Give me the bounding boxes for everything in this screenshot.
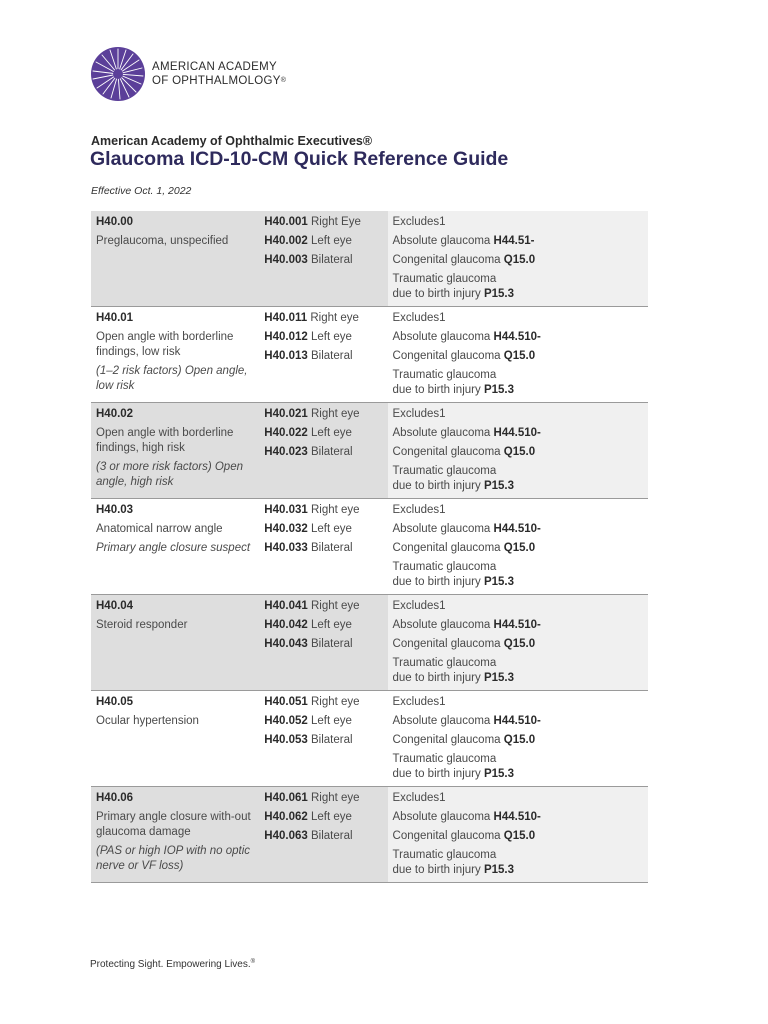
absolute-code: H44.510-: [493, 427, 541, 439]
traumatic-text-2: due to birth injury: [392, 672, 481, 684]
aao-logo: [90, 46, 286, 102]
laterality-code: H40.001: [264, 216, 308, 228]
congenital-text: Congenital glaucoma: [392, 446, 501, 458]
excludes-congenital: [393, 445, 643, 460]
laterality-item: [264, 503, 382, 518]
laterality-item: [264, 810, 382, 825]
laterality-label: Bilateral: [310, 446, 353, 458]
laterality-label: Left eye: [310, 811, 352, 823]
excludes-label: Excludes1: [392, 408, 446, 420]
table-row: [91, 307, 648, 403]
laterality-label: Right eye: [310, 792, 360, 804]
laterality-code: H40.042: [264, 619, 308, 631]
laterality-code: H40.002: [264, 235, 308, 247]
laterality-label: Right eye: [310, 600, 360, 612]
traumatic-code: P15.3: [483, 672, 514, 684]
laterality-label: Left eye: [310, 523, 352, 535]
code-cell: [91, 211, 259, 307]
excludes-cell: [388, 787, 648, 883]
laterality-label: Left eye: [310, 715, 352, 727]
absolute-text: Absolute glaucoma: [392, 331, 491, 343]
traumatic-code: P15.3: [483, 768, 514, 780]
table-row: [91, 595, 648, 691]
laterality-code: H40.053: [264, 734, 308, 746]
laterality-item: [264, 618, 382, 633]
code-cell: [91, 499, 259, 595]
laterality-label: Bilateral: [310, 350, 353, 362]
laterality-cell: [259, 403, 387, 499]
traumatic-code: P15.3: [483, 864, 514, 876]
excludes-cell: [388, 403, 648, 499]
absolute-text: Absolute glaucoma: [392, 523, 491, 535]
category-note: (PAS or high IOP with no optic nerve or VF loss): [96, 845, 251, 872]
congenital-text: Congenital glaucoma: [392, 638, 501, 650]
laterality-code: H40.021: [264, 408, 308, 420]
excludes-congenital: [393, 829, 643, 844]
laterality-label: Bilateral: [310, 542, 353, 554]
logo-registered-mark: ®: [280, 77, 287, 84]
laterality-label: Right eye: [310, 312, 359, 324]
traumatic-text-2: due to birth injury: [392, 768, 481, 780]
code-cell: [91, 691, 259, 787]
congenital-code: Q15.0: [503, 638, 536, 650]
excludes-traumatic: [393, 464, 643, 494]
category-note: (3 or more risk factors) Open angle, high risk: [96, 461, 243, 488]
table-row: [91, 787, 648, 883]
laterality-code: H40.022: [264, 427, 308, 439]
excludes-label: Excludes1: [392, 216, 446, 228]
laterality-label: Left eye: [310, 619, 352, 631]
code-cell: [91, 787, 259, 883]
traumatic-text: Traumatic glaucoma: [392, 369, 497, 381]
laterality-item: [264, 234, 382, 249]
table-row: [91, 403, 648, 499]
laterality-cell: [259, 499, 387, 595]
category-code: H40.02: [96, 408, 134, 420]
laterality-item: [264, 215, 382, 230]
laterality-label: Right eye: [310, 696, 360, 708]
excludes-label: Excludes1: [392, 696, 446, 708]
excludes-cell: [388, 595, 648, 691]
category-code: H40.01: [96, 312, 134, 324]
excludes-absolute: [393, 714, 643, 729]
laterality-item: [264, 791, 382, 806]
congenital-text: Congenital glaucoma: [392, 830, 501, 842]
category-code: H40.05: [96, 696, 134, 708]
excludes-congenital: [393, 733, 643, 748]
traumatic-text: Traumatic glaucoma: [392, 465, 497, 477]
category-code: H40.03: [96, 504, 134, 516]
excludes-label: Excludes1: [392, 792, 446, 804]
congenital-text: Congenital glaucoma: [392, 542, 501, 554]
traumatic-text: Traumatic glaucoma: [392, 273, 497, 285]
laterality-label: Bilateral: [310, 734, 353, 746]
congenital-code: Q15.0: [503, 830, 536, 842]
laterality-label: Right eye: [310, 504, 360, 516]
excludes-label: Excludes1: [392, 504, 446, 516]
laterality-code: H40.052: [264, 715, 308, 727]
laterality-code: H40.023: [264, 446, 308, 458]
laterality-label: Left eye: [310, 331, 352, 343]
traumatic-code: P15.3: [483, 384, 514, 396]
laterality-code: H40.032: [264, 523, 308, 535]
excludes-traumatic: [393, 560, 643, 590]
category-note: (1–2 risk factors) Open angle, low risk: [96, 365, 248, 392]
page-title: Glaucoma ICD-10-CM Quick Reference Guide: [90, 148, 509, 170]
laterality-item: [264, 349, 382, 364]
absolute-code: H44.510-: [493, 811, 541, 823]
traumatic-text: Traumatic glaucoma: [392, 849, 497, 861]
laterality-item: [264, 714, 382, 729]
excludes-traumatic: [393, 656, 643, 686]
laterality-item: [264, 733, 382, 748]
laterality-label: Right eye: [310, 408, 360, 420]
congenital-text: Congenital glaucoma: [392, 254, 501, 266]
logo-line-2: OF OPHTHALMOLOGY: [152, 75, 281, 87]
congenital-code: Q15.0: [503, 446, 536, 458]
laterality-label: Bilateral: [310, 638, 353, 650]
traumatic-text-2: due to birth injury: [392, 384, 481, 396]
code-table: [91, 211, 648, 883]
laterality-item: [264, 637, 382, 652]
traumatic-code: P15.3: [483, 480, 514, 492]
laterality-item: [264, 599, 382, 614]
excludes-traumatic: [393, 272, 643, 302]
starburst-logo-icon: [90, 46, 146, 102]
laterality-cell: [259, 307, 387, 403]
excludes-label: Excludes1: [392, 312, 446, 324]
laterality-label: Left eye: [310, 235, 352, 247]
laterality-label: Bilateral: [310, 254, 353, 266]
laterality-cell: [259, 595, 387, 691]
laterality-item: [264, 829, 382, 844]
laterality-code: H40.062: [264, 811, 308, 823]
absolute-text: Absolute glaucoma: [392, 427, 491, 439]
category-note: Primary angle closure suspect: [96, 542, 251, 554]
category-description: Preglaucoma, unspecified: [96, 235, 229, 247]
logo-text: [152, 60, 286, 88]
logo-line-1: AMERICAN ACADEMY: [152, 61, 277, 73]
laterality-cell: [259, 787, 387, 883]
congenital-code: Q15.0: [503, 734, 536, 746]
laterality-item: [264, 407, 382, 422]
laterality-item: [264, 426, 382, 441]
laterality-item: [264, 522, 382, 537]
laterality-code: H40.013: [264, 350, 308, 362]
table-row: [91, 691, 648, 787]
laterality-code: H40.011: [264, 312, 308, 324]
absolute-code: H44.510-: [493, 715, 541, 727]
laterality-cell: [259, 691, 387, 787]
category-code: H40.00: [96, 216, 134, 228]
excludes-congenital: [393, 349, 643, 364]
laterality-code: H40.063: [264, 830, 308, 842]
absolute-text: Absolute glaucoma: [392, 235, 491, 247]
excludes-label: Excludes1: [392, 600, 446, 612]
excludes-traumatic: [393, 368, 643, 398]
traumatic-text-2: due to birth injury: [392, 480, 481, 492]
absolute-code: H44.510-: [493, 331, 541, 343]
excludes-absolute: [393, 330, 643, 345]
excludes-cell: [388, 691, 648, 787]
table-row: [91, 211, 648, 307]
congenital-code: Q15.0: [503, 254, 536, 266]
category-description: Ocular hypertension: [96, 715, 199, 727]
code-cell: [91, 307, 259, 403]
laterality-label: Left eye: [310, 427, 352, 439]
category-description: Open angle with borderline findings, high risk: [96, 427, 234, 454]
category-description: Anatomical narrow angle: [96, 523, 223, 535]
laterality-item: [264, 695, 382, 710]
effective-date: Effective Oct. 1, 2022: [91, 185, 192, 197]
excludes-absolute: [393, 618, 643, 633]
laterality-label: Bilateral: [310, 830, 353, 842]
excludes-traumatic: [393, 752, 643, 782]
category-code: H40.04: [96, 600, 134, 612]
laterality-item: [264, 253, 382, 268]
category-description: Open angle with borderline findings, low risk: [96, 331, 234, 358]
laterality-item: [264, 330, 382, 345]
laterality-item: [264, 311, 382, 326]
laterality-code: H40.041: [264, 600, 308, 612]
excludes-cell: [388, 211, 648, 307]
traumatic-text-2: due to birth injury: [392, 864, 481, 876]
traumatic-text-2: due to birth injury: [392, 288, 481, 300]
organization-name: American Academy of Ophthalmic Executives®: [91, 134, 373, 148]
laterality-cell: [259, 211, 387, 307]
traumatic-text: Traumatic glaucoma: [392, 753, 497, 765]
laterality-code: H40.061: [264, 792, 308, 804]
code-cell: [91, 403, 259, 499]
excludes-absolute: [393, 522, 643, 537]
traumatic-text: Traumatic glaucoma: [392, 657, 497, 669]
category-description: Steroid responder: [96, 619, 188, 631]
congenital-code: Q15.0: [503, 542, 536, 554]
table-row: [91, 499, 648, 595]
traumatic-code: P15.3: [483, 288, 514, 300]
tagline-text: Protecting Sight. Empowering Lives.: [90, 959, 251, 970]
excludes-congenital: [393, 541, 643, 556]
excludes-absolute: [393, 426, 643, 441]
category-description: Primary angle closure with-out glaucoma damage: [96, 811, 251, 838]
laterality-code: H40.031: [264, 504, 308, 516]
absolute-text: Absolute glaucoma: [392, 715, 491, 727]
laterality-item: [264, 445, 382, 460]
excludes-cell: [388, 307, 648, 403]
laterality-item: [264, 541, 382, 556]
congenital-text: Congenital glaucoma: [392, 734, 501, 746]
traumatic-text-2: due to birth injury: [392, 576, 481, 588]
absolute-text: Absolute glaucoma: [392, 811, 491, 823]
excludes-congenital: [393, 253, 643, 268]
absolute-code: H44.510-: [493, 523, 541, 535]
excludes-cell: [388, 499, 648, 595]
excludes-absolute: [393, 810, 643, 825]
category-code: H40.06: [96, 792, 134, 804]
absolute-code: H44.51-: [493, 235, 535, 247]
excludes-traumatic: [393, 848, 643, 878]
laterality-code: H40.012: [264, 331, 308, 343]
laterality-code: H40.051: [264, 696, 308, 708]
code-cell: [91, 595, 259, 691]
laterality-label: Right Eye: [310, 216, 361, 228]
traumatic-code: P15.3: [483, 576, 514, 588]
absolute-text: Absolute glaucoma: [392, 619, 491, 631]
traumatic-text: Traumatic glaucoma: [392, 561, 497, 573]
laterality-code: H40.033: [264, 542, 308, 554]
excludes-absolute: [393, 234, 643, 249]
tagline-registered-mark: ®: [250, 959, 256, 965]
congenital-text: Congenital glaucoma: [392, 350, 501, 362]
footer-tagline: [90, 959, 255, 970]
congenital-code: Q15.0: [503, 350, 536, 362]
absolute-code: H44.510-: [493, 619, 541, 631]
excludes-congenital: [393, 637, 643, 652]
laterality-code: H40.043: [264, 638, 308, 650]
laterality-code: H40.003: [264, 254, 308, 266]
